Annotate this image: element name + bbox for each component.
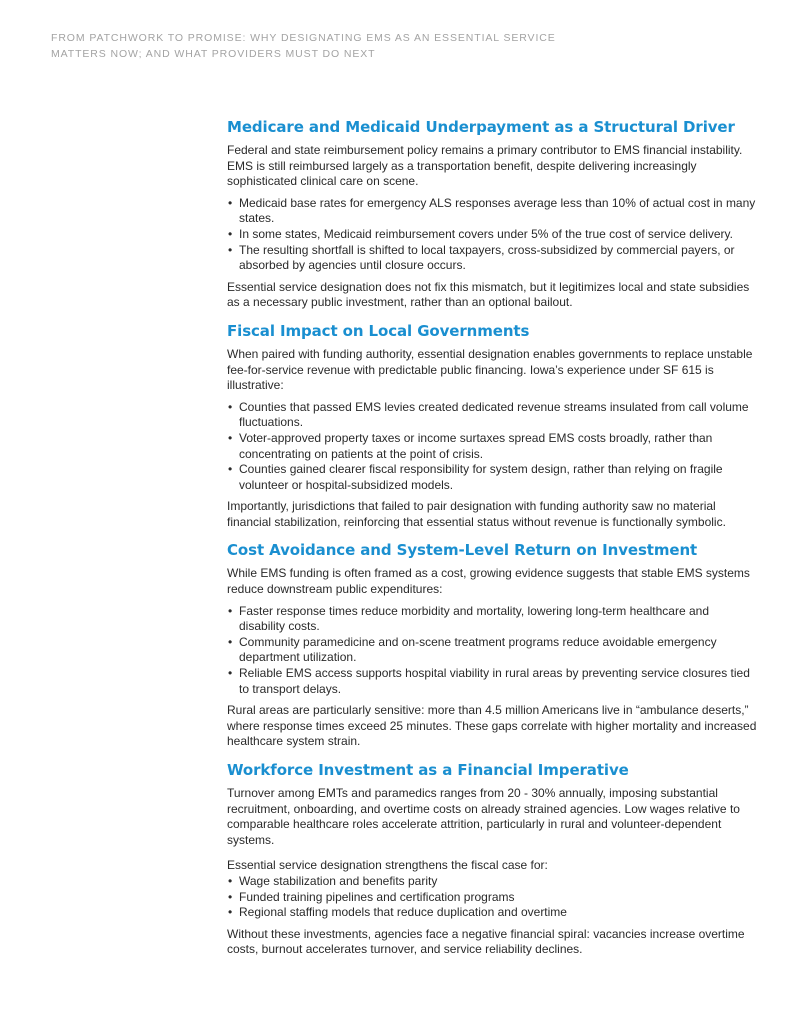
section-intro: While EMS funding is often framed as a cost, growing evidence suggests that stable EMS systems reduce downstream public expenditures: bbox=[227, 566, 750, 597]
list-item: • Wage stabilization and benefits parity bbox=[227, 874, 757, 890]
section-intro: Federal and state reimbursement policy remains a primary contributor to EMS financial instability. EMS is still reimbursed largely as a transportation benefit, despite delivering increasingly sophisticated clinical care on scene. bbox=[227, 143, 743, 189]
list-item: • The resulting shortfall is shifted to local taxpayers, cross-subsidized by commercial payers, or absorbed by agencies until closure occurs. bbox=[227, 243, 757, 274]
section-closing: Essential service designation does not fix this mismatch, but it legitimizes local and state subsidies as a necessary public investment, rather than an optional bailout. bbox=[227, 279, 750, 310]
section-heading: Workforce Investment as a Financial Imperative bbox=[227, 761, 629, 779]
list-item: • In some states, Medicaid reimbursement covers under 5% of the true cost of service delivery. bbox=[227, 227, 757, 243]
section-closing: Rural areas are particularly sensitive: more than 4.5 million Americans live in “ambulance deserts,” where response times exceed 25 minutes. These gaps correlate with higher mortality and increased healthcare system strain. bbox=[227, 703, 757, 749]
bullet-list bbox=[227, 400, 757, 494]
section-workforce-investment bbox=[227, 760, 757, 958]
list-item: • Funded training pipelines and certification programs bbox=[227, 890, 757, 906]
section-fiscal-impact bbox=[227, 321, 757, 531]
list-item: • Counties that passed EMS levies created dedicated revenue streams insulated from call volume fluctuations. bbox=[227, 400, 757, 431]
section-heading: Fiscal Impact on Local Governments bbox=[227, 321, 530, 340]
list-item: • Regional staffing models that reduce duplication and overtime bbox=[227, 905, 757, 921]
section-cost-avoidance bbox=[227, 540, 757, 750]
running-header: FROM PATCHWORK TO PROMISE: WHY DESIGNATING EMS AS AN ESSENTIAL SERVICE MATTERS NOW; AND WHAT PROVIDERS MUST DO NEXT bbox=[51, 32, 556, 60]
list-item: • Faster response times reduce morbidity and mortality, lowering long-term healthcare and disability costs. bbox=[227, 604, 757, 635]
list-item: • Voter-approved property taxes or income surtaxes spread EMS costs broadly, rather than concentrating on patients at the point of crisis. bbox=[227, 431, 757, 462]
section-medicaid-underpayment bbox=[227, 117, 757, 311]
list-item: • Counties gained clearer fiscal responsibility for system design, rather than relying on fragile volunteer or hospital-subsidized models. bbox=[227, 462, 757, 493]
section-heading: Medicare and Medicaid Underpayment as a Structural Driver bbox=[227, 118, 735, 136]
section-intro: When paired with funding authority, essential designation enables governments to replace unstable fee-for-service revenue with predictable public financing. Iowa’s experience under SF 615 is illustrative: bbox=[227, 346, 753, 393]
list-item: • Community paramedicine and on-scene treatment programs reduce avoidable emergency department utilization. bbox=[227, 635, 757, 666]
bullet-list bbox=[227, 874, 757, 921]
bullet-list bbox=[227, 196, 757, 274]
section-closing: Importantly, jurisdictions that failed to pair designation with funding authority saw no material financial stabilization, reinforcing that essential status without revenue is functionally symbolic. bbox=[227, 499, 726, 529]
section-closing: Without these investments, agencies face a negative financial spiral: vacancies increase overtime costs, burnout accelerates turnover, and service reliability declines. bbox=[227, 926, 745, 957]
list-item: • Medicaid base rates for emergency ALS responses average less than 10% of actual cost in many states. bbox=[227, 196, 757, 227]
section-heading: Cost Avoidance and System-Level Return on Investment bbox=[227, 541, 698, 560]
list-item: • Reliable EMS access supports hospital viability in rural areas by preventing service closures tied to transport delays. bbox=[227, 666, 757, 697]
bullet-list bbox=[227, 604, 757, 698]
list-lead-in: Essential service designation strengthens the fiscal case for: bbox=[227, 858, 548, 873]
main-content bbox=[227, 117, 757, 968]
section-intro: Turnover among EMTs and paramedics ranges from 20 - 30% annually, imposing substantial recruitment, onboarding, and overtime costs on already strained agencies. Low wages relative to comparable healthcare roles accelerate attrition, particularly in rural and volunteer-dependent systems. bbox=[227, 786, 740, 847]
